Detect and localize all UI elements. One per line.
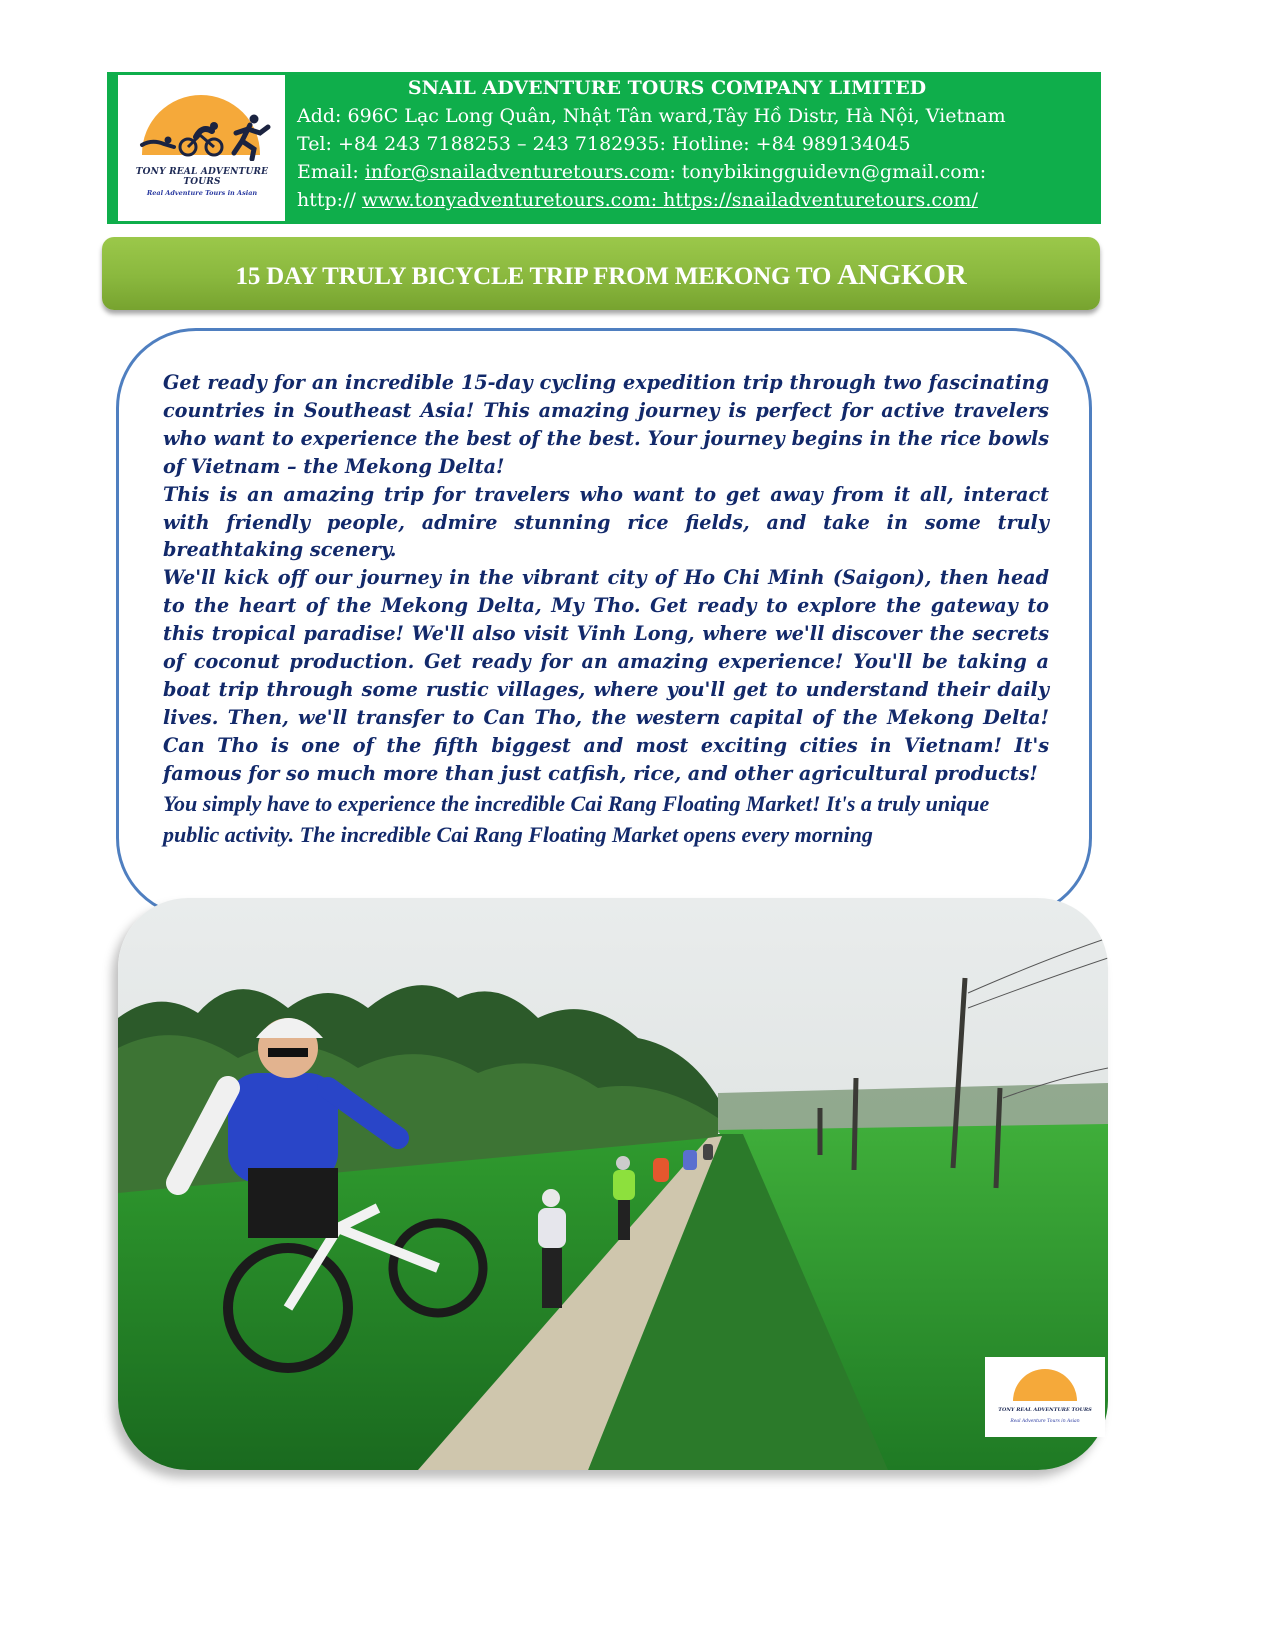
website-link-snail[interactable]: https://snailadventuretours.com/: [663, 189, 978, 211]
title-emphasis: ANGKOR: [837, 259, 967, 291]
company-email-line: [297, 158, 1097, 186]
company-contact-block: [297, 74, 1097, 214]
company-address: Add: 696C Lạc Long Quân, Nhật Tân ward,Tây Hồ Distr, Hà Nội, Vietnam: [297, 105, 1006, 127]
intro-paragraph: Get ready for an incredible 15-day cycling expedition trip through two fascinating countries in Southeast Asia! This amazing journey is perfect for active travelers who want to experience the best of the best. Your journey begins in the rice bowls of Vietnam – the Mekong Delta!: [163, 371, 1049, 478]
cycling-photo: [118, 898, 1108, 1470]
intro-paragraph: This is an amazing trip for travelers who want to get away from it all, interact with friendly people, admire stunning rice fields, and take in some truly breathtaking scenery.: [163, 482, 1049, 562]
company-header: [107, 72, 1101, 224]
email-label: Email:: [297, 161, 365, 183]
company-web-line: [297, 186, 1097, 214]
email-secondary: : tonybikingguidevn@gmail.com:: [669, 161, 987, 183]
logo-tagline: Real Adventure Tours in Asian: [146, 189, 258, 197]
watermark-logo: [985, 1357, 1105, 1437]
email-link[interactable]: infor@snailadventuretours.com: [364, 161, 670, 183]
website-link-tony[interactable]: www.tonyadventuretours.com:: [361, 189, 664, 211]
page-title: [102, 259, 1100, 292]
intro-paragraph: We'll kick off our journey in the vibrant city of Ho Chi Minh (Saigon), then head to the heart of the Mekong Delta, My Tho. Get ready to explore the gateway to this tropical paradise! We'll also visit Vinh Long, where we'll discover the secrets of coconut production. Get ready for an amazing experience! You'll be taking a boat trip through some rustic villages, where you'll get to understand their daily lives. Then, we'll transfer to Can Tho, the western capital of the Mekong Delta! Can Tho is one of the fifth biggest and most exciting cities in Vietnam! It's famous for so much more than just catfish, rice, and other agricultural products!: [163, 566, 1049, 785]
intro-text-box: [116, 328, 1092, 918]
watermark-logo-name: TONY REAL ADVENTURE TOURS: [998, 1407, 1092, 1413]
triathlon-figures-icon: [138, 111, 278, 161]
intro-paragraph: You simply have to experience the incredible Cai Rang Floating Market! It's a truly unique public activity. The incredible Cai Rang Floating Market opens every morning: [163, 790, 990, 848]
company-logo: [118, 75, 285, 221]
title-banner: [102, 237, 1100, 310]
watermark-logo-tagline: Real Adventure Tours in Asian: [1010, 1419, 1080, 1424]
company-name: SNAIL ADVENTURE TOURS COMPANY LIMITED: [407, 77, 927, 99]
sun-icon: [1013, 1369, 1077, 1401]
company-phone: Tel: +84 243 7188253 – 243 7182935: Hotline: +84 989134045: [297, 133, 911, 155]
intro-text: [163, 369, 1049, 851]
web-label: http://: [297, 189, 362, 211]
cycling-scene-image: [118, 898, 1108, 1470]
title-main: 15 DAY TRULY BICYCLE TRIP FROM MEKONG TO: [235, 263, 838, 290]
logo-name: TONY REAL ADVENTURE TOURS: [135, 167, 269, 187]
